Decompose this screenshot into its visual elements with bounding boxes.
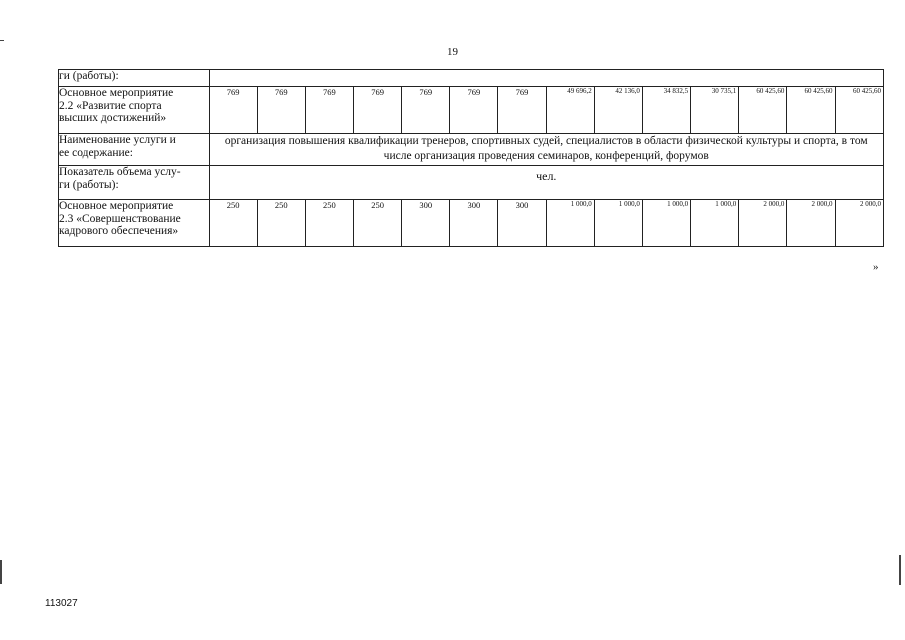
value-cell: 49 696,2 <box>546 87 594 134</box>
scan-mark <box>0 560 2 584</box>
value-cell: 300 <box>450 200 498 247</box>
value-cell: 769 <box>209 87 257 134</box>
row-label: Показатель объема услу- ги (работы): <box>59 166 210 200</box>
row-label: Основное мероприятие 2.2 «Развитие спорта высших достижений» <box>59 87 210 134</box>
value-cell: 250 <box>257 200 305 247</box>
value-cell: 1 000,0 <box>691 200 739 247</box>
value-cell: 769 <box>353 87 401 134</box>
value-cell: 769 <box>402 87 450 134</box>
table-row <box>59 87 884 134</box>
row-label: ги (работы): <box>59 70 210 87</box>
empty-cell <box>209 70 883 87</box>
table-row <box>59 166 884 200</box>
table-row <box>59 134 884 166</box>
value-cell: 2 000,0 <box>835 200 883 247</box>
table-row <box>59 70 884 87</box>
data-table <box>58 69 884 247</box>
value-cell: 769 <box>305 87 353 134</box>
scan-mark <box>0 40 4 41</box>
value-cell: 30 735,1 <box>691 87 739 134</box>
value-cell: 769 <box>257 87 305 134</box>
unit-of-measure: чел. <box>209 166 883 200</box>
value-cell: 769 <box>450 87 498 134</box>
value-cell: 300 <box>498 200 546 247</box>
value-cell: 2 000,0 <box>739 200 787 247</box>
document-code: 113027 <box>45 598 78 609</box>
value-cell: 60 425,60 <box>787 87 835 134</box>
closing-quote: » <box>873 261 879 273</box>
value-cell: 1 000,0 <box>642 200 690 247</box>
value-cell: 1 000,0 <box>594 200 642 247</box>
value-cell: 34 832,5 <box>642 87 690 134</box>
value-cell: 1 000,0 <box>546 200 594 247</box>
value-cell: 2 000,0 <box>787 200 835 247</box>
value-cell: 250 <box>209 200 257 247</box>
value-cell: 250 <box>305 200 353 247</box>
value-cell: 60 425,60 <box>739 87 787 134</box>
table-row <box>59 200 884 247</box>
value-cell: 300 <box>402 200 450 247</box>
row-label: Наименование услуги и ее содержание: <box>59 134 210 166</box>
value-cell: 769 <box>498 87 546 134</box>
value-cell: 250 <box>353 200 401 247</box>
row-label: Основное мероприятие 2.3 «Совершенствование кадрового обеспечения» <box>59 200 210 247</box>
value-cell: 60 425,60 <box>835 87 883 134</box>
page-number: 19 <box>447 46 458 58</box>
service-description: организация повышения квалификации тренеров, спортивных судей, специалистов в области физической культуры и спорта, в том числе организация проведения семинаров, конференций, форумов <box>209 134 883 166</box>
scan-mark <box>899 555 901 585</box>
value-cell: 42 136,0 <box>594 87 642 134</box>
